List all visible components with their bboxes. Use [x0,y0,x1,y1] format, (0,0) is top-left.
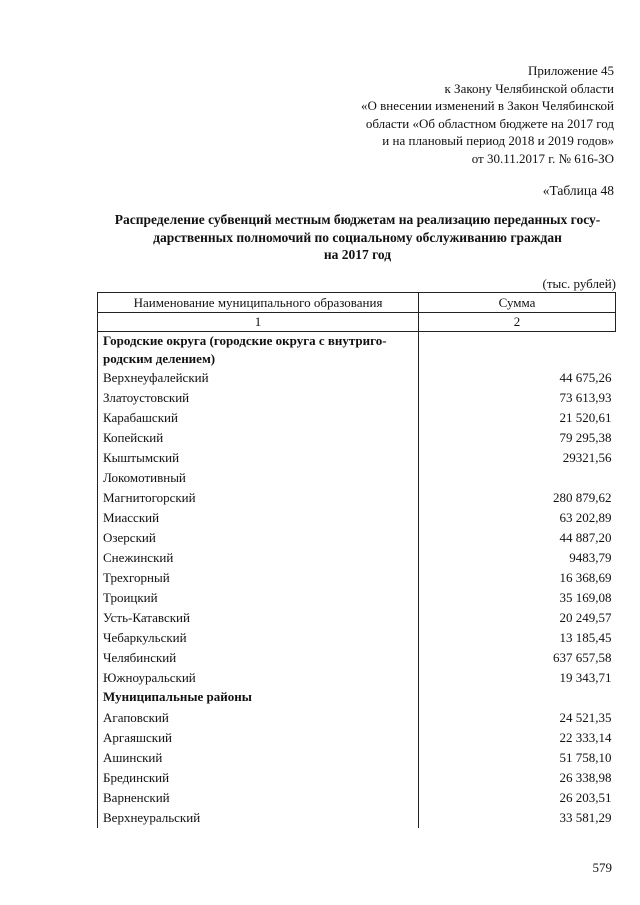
column-header-sum: Сумма [419,293,616,313]
municipality-name: Брединский [98,768,419,788]
subvention-amount [419,468,616,488]
municipality-name: Усть-Катавский [98,608,419,628]
municipality-name: Челябинский [98,648,419,668]
group-value [419,688,616,708]
title-line: Распределение субвенций местным бюджетам на реализацию переданных госу- [114,212,601,227]
table-row [98,548,616,568]
appendix-line: «О внесении изменений в Закон Челябинской [360,98,614,113]
subvention-amount: 280 879,62 [553,490,612,505]
table-row [98,568,616,588]
subventions-table [97,292,616,828]
municipality-name: Чебаркульский [98,628,419,648]
table-row [98,528,616,548]
subvention-amount: 16 368,69 [559,570,612,585]
subvention-amount: 26 203,51 [559,790,612,805]
municipality-name: Верхнеуральский [98,808,419,828]
table-row [98,648,616,668]
table-row [98,468,616,488]
municipality-name: Ашинский [98,748,419,768]
municipality-name: Озерский [98,528,419,548]
group-title-line: Городские округа (городские округа с внутриго- [103,333,387,348]
subvention-amount: 35 169,08 [559,590,612,605]
subvention-amount: 33 581,29 [559,810,612,825]
column-number-row [98,313,616,332]
group-header-row [98,688,616,708]
group-title [98,332,419,369]
municipality-name: Варненский [98,788,419,808]
appendix-line: от 30.11.2017 г. № 616-ЗО [471,150,614,166]
table-row [98,408,616,428]
municipality-name: Кыштымский [98,448,419,468]
page-number: 579 [592,860,612,875]
table-row [98,448,616,468]
municipality-name: Карабашский [98,408,419,428]
group-title-line: Муниципальные районы [103,689,252,704]
subvention-amount: 51 758,10 [559,750,612,765]
municipality-name: Троицкий [98,588,419,608]
subvention-amount: 44 675,26 [559,370,612,385]
table-row [98,508,616,528]
table-header-row [98,293,616,313]
table-body [98,313,616,829]
table-row [98,388,616,408]
appendix-header [361,62,614,167]
group-value [419,332,616,369]
table-label: «Таблица 48 [542,183,614,198]
document-title [100,211,615,264]
subvention-amount: 21 520,61 [559,410,612,425]
subvention-amount: 79 295,38 [559,430,612,445]
table-row [98,488,616,508]
appendix-line: к Закону Челябинской области [444,80,614,96]
municipality-name: Верхнеуфалейский [98,368,419,388]
table-row [98,588,616,608]
subvention-amount: 19 343,71 [559,670,612,685]
group-title [98,688,419,708]
table-row [98,628,616,648]
subvention-amount: 63 202,89 [559,510,612,525]
municipality-name: Снежинский [98,548,419,568]
subvention-amount: 20 249,57 [559,610,612,625]
municipality-name: Златоустовский [98,388,419,408]
subvention-amount: 24 521,35 [559,710,612,725]
subvention-amount: 13 185,45 [559,630,612,645]
subvention-amount: 73 613,93 [559,390,612,405]
group-header-row [98,332,616,369]
subvention-amount: 22 333,14 [559,730,612,745]
column-header-name: Наименование муниципального образования [98,293,419,313]
table-row [98,608,616,628]
subvention-amount: 9483,79 [569,550,612,565]
municipality-name: Магнитогорский [98,488,419,508]
municipality-name: Локомотивный [98,468,419,488]
municipality-name: Копейский [98,428,419,448]
title-line: на 2017 год [323,247,392,262]
table-row [98,428,616,448]
subvention-amount: 26 338,98 [559,770,612,785]
municipality-name: Агаповский [98,708,419,728]
units-label: (тыс. рублей) [542,276,616,291]
table-row [98,768,616,788]
municipality-name: Трехгорный [98,568,419,588]
municipality-name: Миасский [98,508,419,528]
table-row [98,748,616,768]
municipality-name: Южноуральский [98,668,419,688]
column-number: 1 [98,313,419,332]
appendix-line: области «Об областном бюджете на 2017 год [365,115,614,131]
subvention-amount: 637 657,58 [553,650,612,665]
table-row [98,668,616,688]
appendix-line: Приложение 45 [527,63,614,78]
table-row [98,708,616,728]
group-title-line: родским делением) [103,351,216,366]
municipality-name: Аргаяшский [98,728,419,748]
subvention-amount: 29321,56 [562,450,612,465]
table-row [98,728,616,748]
column-number: 2 [419,313,616,332]
subvention-amount: 44 887,20 [559,530,612,545]
appendix-line: и на плановый период 2018 и 2019 годов» [382,133,614,148]
table-row [98,808,616,828]
table-row [98,368,616,388]
table-row [98,788,616,808]
title-line: дарственных полномочий по социальному обслуживанию граждан [153,229,562,245]
